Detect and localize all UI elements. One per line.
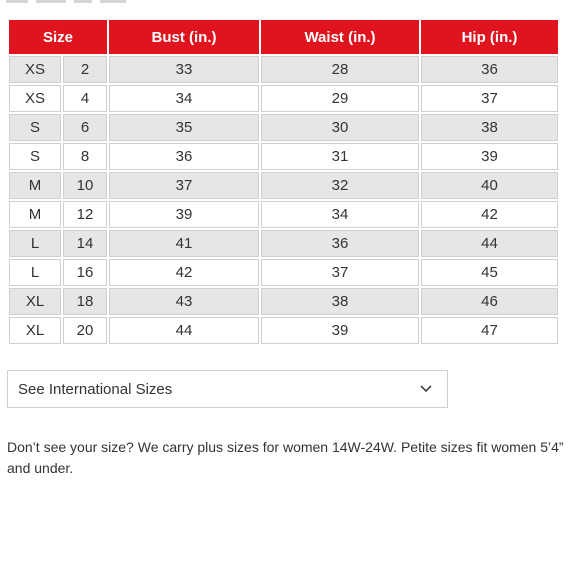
cell-number: 2 <box>63 56 107 83</box>
header-size: Size <box>9 20 107 54</box>
cell-hip: 45 <box>421 259 558 286</box>
cell-waist: 38 <box>261 288 419 315</box>
table-row <box>9 201 558 228</box>
table-row <box>9 259 558 286</box>
cell-hip: 42 <box>421 201 558 228</box>
cell-size: XS <box>9 56 61 83</box>
cropped-heading-fragment <box>6 0 156 6</box>
cell-size: S <box>9 143 61 170</box>
cell-size: S <box>9 114 61 141</box>
table-row <box>9 114 558 141</box>
header-hip: Hip (in.) <box>421 20 558 54</box>
cell-hip: 37 <box>421 85 558 112</box>
cell-waist: 34 <box>261 201 419 228</box>
table-header-row <box>9 20 558 54</box>
cell-bust: 44 <box>109 317 259 344</box>
international-sizes-dropdown[interactable] <box>7 370 448 408</box>
cell-hip: 46 <box>421 288 558 315</box>
cell-waist: 28 <box>261 56 419 83</box>
cell-size: M <box>9 172 61 199</box>
cell-bust: 43 <box>109 288 259 315</box>
cell-bust: 34 <box>109 85 259 112</box>
cell-number: 10 <box>63 172 107 199</box>
cell-waist: 39 <box>261 317 419 344</box>
cell-size: L <box>9 230 61 257</box>
table-row <box>9 85 558 112</box>
cell-number: 12 <box>63 201 107 228</box>
chevron-down-icon <box>419 384 433 394</box>
header-waist: Waist (in.) <box>261 20 419 54</box>
table-row <box>9 288 558 315</box>
cell-number: 16 <box>63 259 107 286</box>
table-row <box>9 56 558 83</box>
cell-size: XL <box>9 317 61 344</box>
size-note-text: Don’t see your size? We carry plus sizes for women 14W-24W. Petite sizes fit women 5’4” and under. <box>7 439 564 476</box>
cell-bust: 35 <box>109 114 259 141</box>
cell-number: 14 <box>63 230 107 257</box>
table-row <box>9 172 558 199</box>
cell-hip: 40 <box>421 172 558 199</box>
table-row <box>9 230 558 257</box>
cell-hip: 36 <box>421 56 558 83</box>
table-row <box>9 143 558 170</box>
cell-number: 20 <box>63 317 107 344</box>
cell-hip: 39 <box>421 143 558 170</box>
header-bust: Bust (in.) <box>109 20 259 54</box>
table-row <box>9 317 558 344</box>
cell-size: XL <box>9 288 61 315</box>
cell-size: L <box>9 259 61 286</box>
table-body <box>9 56 558 344</box>
cell-bust: 41 <box>109 230 259 257</box>
cell-bust: 33 <box>109 56 259 83</box>
cell-size: XS <box>9 85 61 112</box>
cell-size: M <box>9 201 61 228</box>
cell-waist: 32 <box>261 172 419 199</box>
cell-waist: 29 <box>261 85 419 112</box>
cell-hip: 47 <box>421 317 558 344</box>
cell-number: 18 <box>63 288 107 315</box>
cell-waist: 36 <box>261 230 419 257</box>
size-chart-table <box>7 18 560 346</box>
cell-hip: 44 <box>421 230 558 257</box>
cell-number: 8 <box>63 143 107 170</box>
cell-bust: 42 <box>109 259 259 286</box>
cell-number: 4 <box>63 85 107 112</box>
cell-waist: 30 <box>261 114 419 141</box>
cell-bust: 36 <box>109 143 259 170</box>
cell-waist: 37 <box>261 259 419 286</box>
cell-number: 6 <box>63 114 107 141</box>
cell-waist: 31 <box>261 143 419 170</box>
cell-hip: 38 <box>421 114 558 141</box>
dropdown-label: See International Sizes <box>18 380 173 398</box>
cell-bust: 39 <box>109 201 259 228</box>
cell-bust: 37 <box>109 172 259 199</box>
